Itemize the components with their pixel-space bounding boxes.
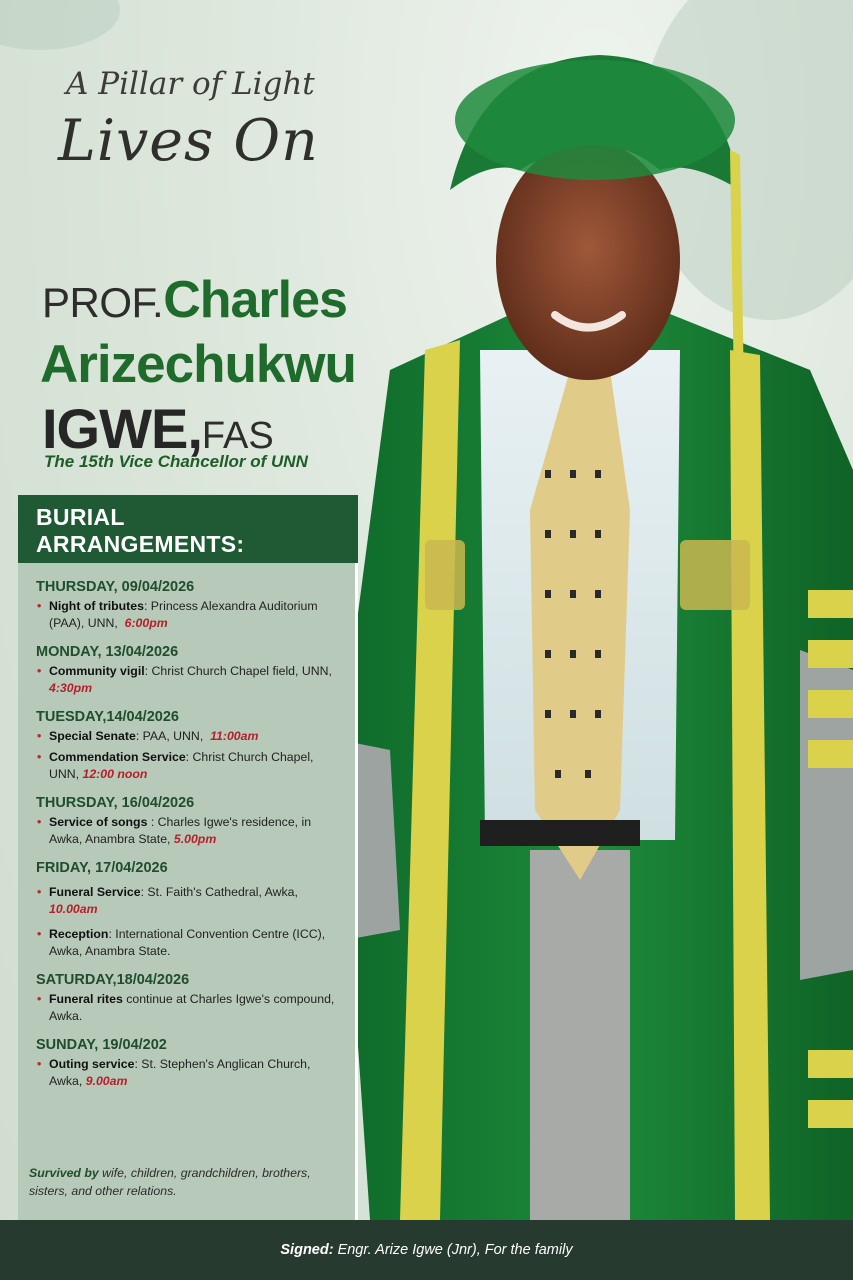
footer-signature bbox=[0, 1220, 853, 1280]
schedule-item: • Community vigil: Christ Church Chapel field, UNN, 4:30pm bbox=[36, 663, 341, 697]
schedule-item: • Commendation Service: Christ Church Chapel, UNN, 12:00 noon bbox=[36, 749, 341, 783]
schedule-item: • Night of tributes: Princess Alexandra Auditorium (PAA), UNN, 6:00pm bbox=[36, 598, 341, 632]
burial-arrangements-header bbox=[18, 495, 358, 563]
burial-schedule-panel bbox=[18, 563, 358, 1220]
survived-label: Survived by bbox=[29, 1166, 99, 1180]
schedule-day bbox=[36, 709, 341, 783]
tagline-line2: Lives On bbox=[58, 108, 319, 174]
subtitle: The 15th Vice Chancellor of UNN bbox=[44, 452, 308, 471]
schedule-item: • Special Senate: PAA, UNN, 11:00am bbox=[36, 728, 341, 745]
schedule-day bbox=[36, 795, 341, 848]
name-suffix: FAS bbox=[201, 415, 274, 457]
day-title: FRIDAY, 17/04/2026 bbox=[36, 860, 168, 876]
day-title: TUESDAY,14/04/2026 bbox=[36, 709, 179, 725]
schedule-day bbox=[36, 860, 341, 960]
burial-heading-line2: ARRANGEMENTS: bbox=[36, 531, 245, 557]
day-title: SATURDAY,18/04/2026 bbox=[36, 972, 190, 988]
survived-text: wife, children, grandchildren, brothers, sisters, and other relations. bbox=[29, 1166, 311, 1198]
schedule-item: • Reception: International Convention Centre (ICC), Awka, Anambra State. bbox=[36, 926, 341, 960]
schedule-day bbox=[36, 972, 341, 1025]
name-middle: Arizechukwu bbox=[40, 335, 356, 394]
day-title: MONDAY, 13/04/2026 bbox=[36, 644, 179, 660]
day-title: THURSDAY, 16/04/2026 bbox=[36, 795, 195, 811]
portrait-photo bbox=[330, 50, 853, 1220]
schedule-item: • Funeral rites continue at Charles Igwe's compound, Awka. bbox=[36, 991, 341, 1025]
name-prefix: PROF. bbox=[42, 279, 164, 326]
schedule-item: • Service of songs : Charles Igwe's residence, in Awka, Anambra State, 5.00pm bbox=[36, 814, 341, 848]
signed-label: Signed: bbox=[280, 1242, 334, 1258]
tagline-line1: A Pillar of Light bbox=[66, 66, 315, 102]
burial-heading-line1: BURIAL bbox=[36, 504, 125, 530]
schedule-day bbox=[36, 579, 341, 632]
name-first: Charles bbox=[163, 271, 347, 329]
schedule-item: • Outing service: St. Stephen's Anglican Church, Awka, 9.00am bbox=[36, 1056, 341, 1090]
day-title: SUNDAY, 19/04/202 bbox=[36, 1037, 167, 1053]
survived-by-note bbox=[29, 1164, 329, 1200]
signed-text: Engr. Arize Igwe (Jnr), For the family bbox=[337, 1242, 573, 1258]
name-line1 bbox=[42, 270, 347, 330]
schedule-item: • Funeral Service: St. Faith's Cathedral, Awka, 10.00am bbox=[36, 884, 341, 918]
schedule-day bbox=[36, 1037, 341, 1090]
schedule-day bbox=[36, 644, 341, 697]
day-title: THURSDAY, 09/04/2026 bbox=[36, 579, 195, 595]
name-last: IGWE, bbox=[42, 397, 202, 460]
